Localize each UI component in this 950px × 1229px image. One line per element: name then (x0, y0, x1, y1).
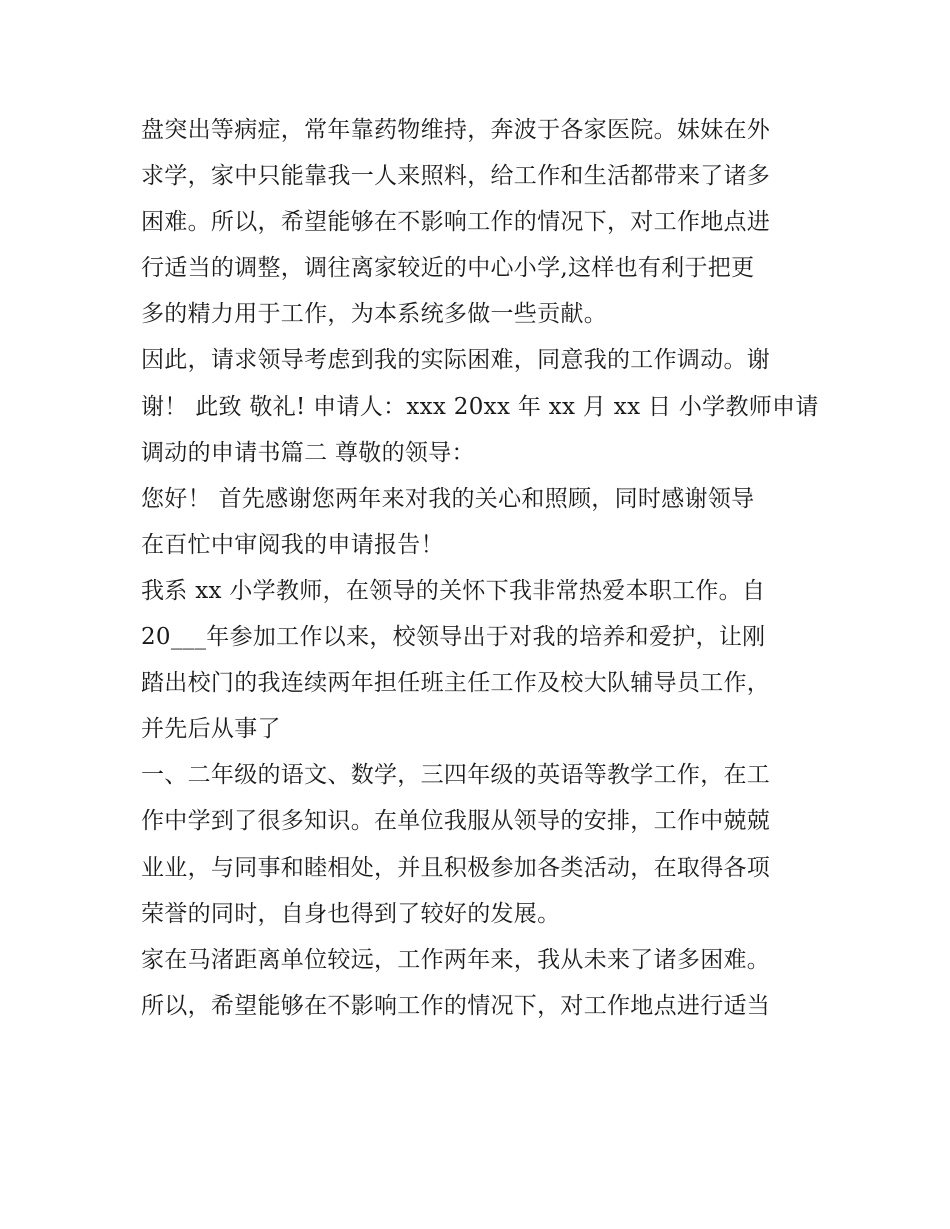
text-line: 盘突出等病症，常年靠药物维持，奔波于各家医院。妹妹在外 (141, 117, 771, 143)
text-line: 谢！ 此致 敬礼! 申请人：xxx 20xx 年 xx 月 xx 日 小学教师申请 (141, 393, 819, 420)
text-line: 因此，请求领导考虑到我的实际困难，同意我的工作调动。谢 (141, 347, 771, 374)
text-line: 荣誉的同时，自身也得到了较好的发展。 (141, 900, 561, 927)
text-line: 20___年参加工作以来，校领导出于对我的培养和爱护，让刚 (141, 624, 766, 651)
text-line: 家在马渚距离单位较远，工作两年来，我从未来了诸多困难。 (141, 946, 771, 973)
text-line: 我系 xx 小学教师，在领导的关怀下我非常热爱本职工作。自 (141, 577, 766, 604)
text-line: 踏出校门的我连续两年担任班主任工作及校大队辅导员工作， (141, 670, 771, 697)
text-line: 行适当的调整，调往离家较近的中心小学,这样也有利于把更 (141, 255, 755, 282)
text-line: 困难。所以，希望能够在不影响工作的情况下，对工作地点进 (141, 209, 771, 236)
text-line: 求学，家中只能靠我一人来照料，给工作和生活都带来了诸多 (141, 163, 771, 190)
body-text (141, 107, 831, 1029)
text-line: 在百忙中审阅我的申请报告！ (141, 531, 444, 558)
text-line: 作中学到了很多知识。在单位我服从领导的安排，工作中兢兢 (141, 808, 771, 835)
text-line: 您好！ 首先感谢您两年来对我的关心和照顾，同时感谢领导 (141, 485, 755, 512)
text-line: 调动的申请书篇二 尊敬的领导： (141, 439, 475, 466)
text-line: 多的精力用于工作，为本系统多做一些贡献。 (141, 301, 607, 328)
text-line: 并先后从事了 (141, 716, 281, 743)
text-line: 一、二年级的语文、数学，三四年级的英语等教学工作，在工 (141, 762, 771, 789)
text-line: 所以，希望能够在不影响工作的情况下，对工作地点进行适当 (141, 992, 771, 1019)
text-line: 业业，与同事和睦相处，并且积极参加各类活动，在取得各项 (141, 854, 771, 881)
